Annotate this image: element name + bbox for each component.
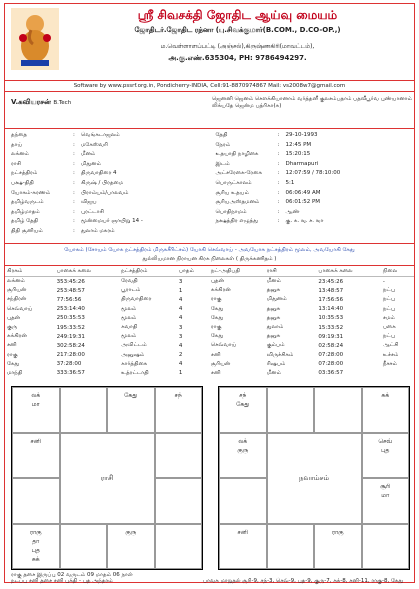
dasa-balance: ராகு தசை இருப்பு 02 வருடம் 09 மாதம் 06 நாள் bbox=[11, 572, 133, 578]
planet-cell-rd: 13:14:40 bbox=[318, 306, 344, 313]
rasi_chart-center-label: ராசி bbox=[60, 433, 155, 524]
planet-cell-p: 3 bbox=[178, 333, 183, 340]
navamsa_chart-house bbox=[362, 433, 410, 479]
planet-cell-s: உச்சம் bbox=[382, 351, 399, 358]
planet-cell-n: அவிட்டம் bbox=[121, 342, 147, 349]
col-nakshatra: நட்சத்திரம் bbox=[119, 266, 177, 277]
colon: : bbox=[277, 218, 280, 225]
house-planet: சூரி bbox=[380, 483, 391, 490]
planet-cell-d: 333:36:57 bbox=[56, 370, 85, 377]
house-planet: சுக் bbox=[381, 392, 390, 399]
navamsa_chart-house bbox=[314, 524, 362, 570]
navamsa_chart-house bbox=[219, 433, 267, 479]
planet-cell-l: சுக்கிரன் bbox=[210, 287, 231, 294]
info_left-info-row bbox=[11, 227, 204, 237]
planet-cell-s bbox=[381, 369, 414, 378]
rasi_chart-house bbox=[107, 387, 155, 433]
info-value: பிராம்யம்/பாலவம் bbox=[81, 189, 129, 196]
planet-cell-n: அனுஷம் bbox=[121, 351, 145, 358]
house-planet: லக் bbox=[238, 437, 248, 445]
planet-cell-s: நட்பு bbox=[382, 287, 395, 294]
planet-cell-s: நீசசம் bbox=[382, 360, 397, 367]
house-planet: புத bbox=[31, 546, 40, 554]
planet-cell-r: கும்பம் bbox=[266, 342, 285, 349]
navamsa_chart-house bbox=[267, 524, 315, 570]
person-name-text: V.கவியரசன் bbox=[11, 98, 51, 106]
col-status: நிலை bbox=[381, 266, 414, 277]
colon: : bbox=[73, 208, 75, 215]
planet-cell-n: திருவாதிரை bbox=[121, 296, 152, 303]
info-key: சூரிய உதயம் bbox=[215, 189, 249, 196]
info-value: கிருஷ் / பிரதமை bbox=[81, 179, 124, 186]
house-planet: மா bbox=[31, 401, 40, 408]
planet-row bbox=[5, 341, 414, 350]
info-value: புரட்டாசி bbox=[81, 208, 104, 215]
info-key: சூரியஅஸ்தமனம் bbox=[215, 199, 260, 206]
info-key: தமிழ் தேதி bbox=[11, 218, 39, 225]
navamsa_chart-house bbox=[362, 387, 410, 433]
colon: : bbox=[73, 160, 75, 167]
info_left-info-row bbox=[11, 189, 204, 199]
info-key: யோகம்-கரணம் bbox=[11, 189, 51, 196]
info-key: இடம் bbox=[215, 160, 230, 167]
colon: : bbox=[73, 227, 75, 234]
colon: : bbox=[73, 151, 75, 158]
house-planet: புத bbox=[381, 446, 390, 454]
planet-cell-s: பகை bbox=[382, 324, 396, 331]
navamsa_chart-house bbox=[219, 387, 267, 433]
planet-row bbox=[5, 305, 414, 314]
planet-cell-g: சூரியன் bbox=[7, 287, 27, 294]
planet-table bbox=[5, 266, 414, 378]
planet-cell-r: மீனம் bbox=[266, 278, 281, 285]
planet-cell-g: சந்திரன் bbox=[7, 296, 27, 303]
planet-row bbox=[5, 369, 414, 378]
planet-cell-p: 4 bbox=[178, 342, 183, 349]
info_left-info-row bbox=[11, 150, 204, 160]
navamsa_chart-house bbox=[219, 524, 267, 570]
planet-cell-rd: 13:48:57 bbox=[318, 287, 344, 294]
info-value: 5:1 bbox=[285, 179, 295, 186]
software-line: Software by www.pssrf.org.in, Pondicherry-INDIA, Cell:91-8870974867 Mail: vs2008w7@gmail.com bbox=[5, 81, 414, 92]
colon: : bbox=[277, 199, 280, 206]
planet-cell-p: 3 bbox=[178, 278, 183, 285]
planet-cell-n: உத்ரட்டாதி bbox=[121, 369, 149, 376]
info-value: மகேஸ்வரி bbox=[81, 141, 108, 148]
planet-cell-n: மூலம் bbox=[121, 333, 137, 340]
col-degree: பாகைக் கலை bbox=[55, 266, 119, 277]
horoscope-page bbox=[4, 3, 415, 583]
planet-cell-r: தனுசு bbox=[266, 314, 281, 321]
rasi_chart-house bbox=[155, 433, 203, 479]
planet-cell-rd: 23:45:26 bbox=[318, 278, 344, 285]
planet-cell-r: தனுசு bbox=[266, 333, 281, 340]
current-dasa: நடப்பு சனி தசை சனி புக்தி - புத அந்தரம் bbox=[11, 578, 113, 584]
info-value: மிதுனம் bbox=[81, 160, 101, 167]
planet-cell-g: லக்னம் bbox=[7, 278, 25, 285]
planet-cell-l: கேது bbox=[210, 305, 224, 312]
info_right-info-row bbox=[216, 179, 409, 189]
planet-row bbox=[5, 351, 414, 360]
house-planet: மா bbox=[381, 492, 390, 499]
planet-cell-n: ரேவதி bbox=[121, 278, 138, 285]
planet-cell-r: மிதுனம் bbox=[266, 296, 287, 303]
col-pada: பாதம் bbox=[177, 266, 209, 277]
rasi_chart-house bbox=[60, 524, 108, 570]
col-rasi: ராசி bbox=[265, 266, 317, 277]
planet-cell-g: ராகு bbox=[7, 351, 18, 358]
planet-cell-p: 1 bbox=[178, 287, 183, 294]
planet-cell-l: செவ்வாய் bbox=[210, 342, 237, 349]
info_right-info-row bbox=[216, 141, 409, 151]
planet-cell-l: கேது bbox=[210, 314, 224, 321]
navamsa_chart-house bbox=[314, 387, 362, 433]
planet-cell-d: 250:35:53 bbox=[56, 315, 85, 322]
planet-cell-n: பூராடம் bbox=[121, 287, 141, 294]
planet-cell-rd: 09:19:31 bbox=[318, 333, 344, 340]
colon: : bbox=[73, 141, 75, 148]
colon: : bbox=[277, 132, 280, 138]
center-title: ஸ்ரீ சிவசக்தி ஜோதிட ஆய்வு மையம் bbox=[137, 8, 338, 22]
info-right-column bbox=[210, 131, 415, 241]
planet-cell-d: 77:56:56 bbox=[56, 296, 82, 303]
planet-cell-d: 253:48:57 bbox=[56, 287, 85, 294]
info-key: லக்னம் bbox=[11, 151, 29, 158]
planet-cell-rd: 17:56:56 bbox=[318, 296, 344, 303]
planet-cell-g: செவ்வாய் bbox=[7, 305, 33, 312]
navamsa_chart-house bbox=[267, 387, 315, 433]
info_right-info-row bbox=[216, 169, 409, 179]
info-key: பொதிநாமம் bbox=[215, 208, 247, 215]
info_right-info-row bbox=[216, 208, 409, 218]
info-value: திருவாதிரை 4 bbox=[81, 170, 117, 177]
info-key: தந்தை bbox=[11, 132, 27, 138]
info-value: ஆண் bbox=[285, 208, 300, 215]
colon: : bbox=[73, 199, 75, 206]
planet-row bbox=[5, 332, 414, 341]
planet-cell-n: மூலம் bbox=[121, 305, 137, 312]
planet-cell-s: சமம் bbox=[382, 314, 395, 321]
planet-cell-l: கேது bbox=[210, 333, 224, 340]
address: ம.வெள்ளாளப்பட்டி (அஞ்சல்),கிருஷ்ணகிரி(மாவட்டம்), bbox=[160, 43, 315, 50]
planet-cell-d: 302:58:24 bbox=[56, 342, 85, 349]
planet-cell-s: நட்பு bbox=[382, 296, 395, 303]
colon: : bbox=[73, 132, 75, 138]
navamsa_chart-house bbox=[362, 524, 410, 570]
planet-cell-n: மூலம் bbox=[121, 314, 137, 321]
colon: : bbox=[277, 189, 280, 196]
house-planet: ராகு bbox=[331, 528, 344, 536]
planet-cell-rd: 15:33:52 bbox=[318, 324, 344, 331]
info-key: நேரம் bbox=[215, 141, 231, 148]
planet-cell-p: 1 bbox=[178, 370, 183, 377]
info-value: 12:07:59 / 78:10:00 bbox=[285, 170, 341, 177]
ganesha-icon bbox=[11, 8, 59, 70]
planet-rows bbox=[5, 277, 414, 379]
rasi_chart-house bbox=[155, 524, 203, 570]
house-planet: சந் bbox=[174, 392, 182, 399]
info-value: மூன்மையர் ஞாயிறு 14 - bbox=[81, 218, 143, 225]
house-planet: செவ் bbox=[378, 437, 393, 445]
planet-cell-p: 2 bbox=[178, 352, 183, 359]
colon: : bbox=[73, 218, 75, 225]
planet-cell-r: தனுசு bbox=[266, 287, 281, 294]
info-value: விஜய bbox=[81, 199, 97, 206]
navamsa_chart-house bbox=[219, 478, 267, 524]
header bbox=[5, 4, 414, 81]
planet-cell-rd: 07:28:00 bbox=[318, 352, 344, 359]
navamsa-chart bbox=[218, 386, 410, 570]
rasi_chart-house bbox=[12, 433, 60, 479]
planet-row bbox=[5, 286, 414, 295]
yoga-block bbox=[5, 244, 414, 266]
house-planet: தா bbox=[32, 537, 40, 545]
colon: : bbox=[277, 151, 280, 158]
phone: அ.கு.எண்.635304, PH: 9786494297. bbox=[168, 54, 307, 62]
planet-cell-l: சனி bbox=[210, 369, 221, 376]
navamsa_chart-house bbox=[362, 478, 410, 524]
planet-cell-l: ராகு bbox=[210, 324, 222, 331]
planet-row bbox=[5, 295, 414, 304]
planet-cell-g: சனி bbox=[7, 342, 17, 349]
planet-cell-d: 253:14:40 bbox=[56, 306, 85, 313]
rasi-chart bbox=[11, 386, 203, 570]
info-key: தேதி bbox=[215, 132, 228, 138]
rasi_chart-house bbox=[12, 478, 60, 524]
info-value: 06:06:49 AM bbox=[285, 189, 321, 196]
rasi_chart-house bbox=[12, 524, 60, 570]
info_left-info-row bbox=[11, 169, 204, 179]
planet-cell-p: 4 bbox=[178, 315, 183, 322]
planet-cell-d: 37:28:00 bbox=[56, 361, 82, 368]
rasi_chart-house bbox=[155, 478, 203, 524]
info-value: Dharmapuri bbox=[285, 160, 319, 167]
info-value: 06:01:52 PM bbox=[285, 199, 321, 206]
info_right-info-row bbox=[216, 160, 409, 170]
planet-row bbox=[5, 360, 414, 369]
planet-cell-rd: 02:58:24 bbox=[318, 342, 344, 349]
person-name bbox=[11, 98, 71, 107]
colon: : bbox=[277, 179, 280, 186]
info-key: தமிழ்வருடம் bbox=[11, 199, 44, 206]
info_right-info-row bbox=[216, 217, 409, 227]
planet-cell-l: புதன் bbox=[210, 278, 224, 285]
rasi_chart-house bbox=[155, 387, 203, 433]
colon: : bbox=[73, 179, 75, 186]
info_right-info-row bbox=[216, 131, 409, 141]
info-key: நட்சத்திரம் bbox=[11, 170, 38, 177]
planet-cell-r: ரிஷபம் bbox=[266, 360, 286, 367]
info-value: 15:20:15 bbox=[285, 151, 311, 158]
rasi_chart-house bbox=[12, 387, 60, 433]
astrologer-name: ஜோதிடர்.ஜோதிட ரத்னா (பு.சிவக்குமார்(B.COM., D.CO-OP.,) bbox=[134, 26, 341, 34]
planet-cell-g: குரு bbox=[7, 324, 17, 331]
info-key: ராசி bbox=[11, 160, 22, 167]
info_right-info-row bbox=[216, 198, 409, 208]
planet-cell-g: மாந்தி bbox=[7, 369, 23, 376]
info_left-info-row bbox=[11, 160, 204, 170]
colon: : bbox=[277, 208, 280, 215]
house-planet: குரு bbox=[237, 446, 249, 454]
info-value: கு. க. ஙு. ச. ஙா bbox=[285, 218, 324, 225]
info-value: துலாம் மகரம் bbox=[81, 227, 115, 234]
planet-cell-rd: 03:36:57 bbox=[318, 370, 344, 377]
planet-cell-l: ராகு bbox=[210, 296, 222, 303]
planet-cell-s: - bbox=[382, 278, 385, 285]
info-key: அட்சரேகை-ரேகை bbox=[215, 170, 262, 177]
colon: : bbox=[277, 160, 280, 167]
info_left-info-row bbox=[11, 198, 204, 208]
rasi_chart-house bbox=[60, 387, 108, 433]
planet-row bbox=[5, 277, 414, 287]
info_left-info-row bbox=[11, 208, 204, 218]
navamsa_chart-center-label: நவாம்சம் bbox=[267, 433, 362, 524]
house-planet: கேது bbox=[124, 392, 138, 399]
planet-cell-n: சுவாதி bbox=[121, 324, 138, 331]
planet-cell-g: சுக்கிரன் bbox=[7, 333, 27, 340]
planet-row bbox=[5, 314, 414, 323]
info-value: 29-10-1993 bbox=[285, 132, 318, 138]
planet-cell-d: 217:28:00 bbox=[56, 352, 85, 359]
planet-cell-l: சூரியன் bbox=[210, 360, 231, 367]
planet-cell-p: 4 bbox=[178, 296, 183, 303]
info_left-info-row bbox=[11, 141, 204, 151]
planet-cell-p: 3 bbox=[178, 324, 183, 331]
bhava-shift: பாவக மாறுதல் சூரி-9, சந்-3, செவ்-9, புத-9, குரு-7, சுக்-8, சனி-11, ராகு-8, கேது bbox=[203, 578, 404, 584]
info-key: நக்ஷத்திர எழுத்து bbox=[215, 218, 258, 225]
planet-cell-p: 4 bbox=[178, 361, 183, 368]
planet-cell-r: மீனம் bbox=[266, 369, 281, 376]
yoga-line: யோகம் (சோயம் யோக நட்சத்திரம் மிருகசீரிட்சம்) யோகி செவ்வாய் - அவயோக நட்சத்திரம் மூலம், அவயோகி கேது bbox=[64, 247, 355, 253]
planet-cell-rd: 10:35:53 bbox=[318, 315, 344, 322]
info_left-info-row bbox=[11, 179, 204, 189]
col-rasi-degree: பாகைக் கலை bbox=[316, 266, 380, 277]
colon: : bbox=[277, 170, 280, 177]
planet-cell-s: நட்பு bbox=[382, 305, 395, 312]
planet-cell-r: விருச்சிகம் bbox=[266, 351, 294, 358]
rasi_chart-house bbox=[107, 524, 155, 570]
info_left-info-row bbox=[11, 217, 204, 227]
planet-row bbox=[5, 323, 414, 332]
col-lord: நட்-அதிபதி bbox=[209, 266, 265, 277]
planet-cell-l: சனி bbox=[210, 351, 221, 358]
house-planet: ராகு bbox=[29, 528, 42, 536]
info-value: மீனம் bbox=[81, 151, 96, 158]
info_left-info-row bbox=[11, 131, 204, 141]
birth-info bbox=[5, 129, 414, 244]
col-graha: கிரகம் bbox=[5, 266, 55, 277]
house-planet: லக் bbox=[31, 392, 41, 399]
sloka-note: ஜெனனி ஜெனம் சௌக்கியானாம் வர்த்தனீ குலசம்பதாம் பதவீபூர்வ புண்யானாம் லிக்யதே ஜென்ம பத்ரிகா(சு) bbox=[212, 96, 412, 109]
charts bbox=[11, 386, 410, 570]
planet-table-header bbox=[5, 266, 414, 277]
house-planet: சுக் bbox=[31, 555, 40, 563]
precision-note: துல்லியமான நிராயன கிரக நிலைகள் ( திருக்கணிதம் ) bbox=[142, 256, 277, 262]
planet-cell-g: புதன் bbox=[7, 314, 21, 321]
planet-cell-s: நட்பு bbox=[382, 333, 395, 340]
house-planet: கேது bbox=[236, 401, 250, 408]
planet-cell-p: 4 bbox=[178, 306, 183, 313]
info-key: பக்ஷ-திதி bbox=[11, 179, 34, 186]
info-key: பொருட்காலம் bbox=[215, 179, 252, 186]
planet-cell-n: கார்த்திகை bbox=[121, 360, 148, 367]
house-planet: சனி bbox=[237, 528, 248, 536]
info-key: தமிழ்மாதம் bbox=[11, 208, 40, 215]
planet-cell-d: 249:19:31 bbox=[56, 333, 85, 340]
info_right-info-row bbox=[216, 189, 409, 199]
qualification: B.Tech bbox=[53, 100, 72, 106]
planet-cell-s: ஆட்சி bbox=[382, 342, 399, 349]
info-left-column bbox=[5, 131, 210, 241]
info-key: திதி சூனியம் bbox=[11, 227, 43, 234]
planet-cell-d: 353:45:26 bbox=[56, 278, 85, 285]
planet-cell-d: 195:33:52 bbox=[56, 324, 85, 331]
name-bar bbox=[5, 92, 414, 129]
info_right-info-row bbox=[216, 150, 409, 160]
house-planet: குரு bbox=[125, 528, 137, 536]
info-value: வெங்கடாஜலம் bbox=[81, 132, 120, 138]
planet-cell-g: கேது bbox=[7, 360, 20, 367]
house-planet: சனி bbox=[30, 437, 41, 445]
colon: : bbox=[277, 141, 280, 148]
planet-cell-r: தனுசு bbox=[266, 305, 281, 312]
info-key: தாய் bbox=[11, 141, 23, 148]
colon: : bbox=[73, 189, 75, 196]
info-value: 12:45 PM bbox=[285, 141, 312, 148]
colon: : bbox=[73, 170, 75, 177]
house-planet: சந் bbox=[239, 392, 247, 399]
info-key: உதயாதி நாழிகை bbox=[215, 151, 259, 158]
planet-cell-rd: 07:28:00 bbox=[318, 361, 344, 368]
planet-cell-r: துலாம் bbox=[266, 324, 284, 331]
